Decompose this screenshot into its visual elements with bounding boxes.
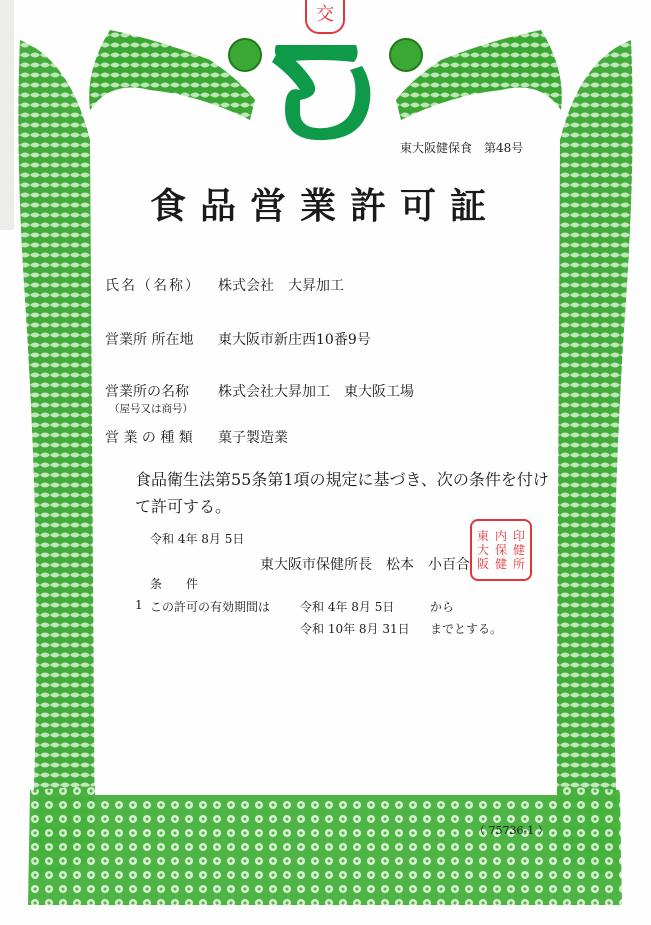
right-phoenix <box>396 30 562 120</box>
valid-to-date: 令和 10年 8月 31日 <box>300 622 410 636</box>
category-value: 菓子製造業 <box>218 430 288 446</box>
category-label: 営 業 の 種 類 <box>105 430 193 446</box>
permit-statement: 食品衛生法第55条第1項の規定に基づき、次の条件を付けて許可する。 <box>135 470 549 516</box>
issuer: 東大阪市保健所長 松本 小百合 <box>260 557 470 573</box>
business-name-label: 営業所の名称 <box>105 384 189 400</box>
right-border-column <box>556 40 633 880</box>
condition-number: 1 <box>135 598 143 612</box>
seal-char: 内 <box>494 529 507 543</box>
name-value: 株式会社 大昇加工 <box>218 278 344 294</box>
left-border-column <box>18 40 95 880</box>
seal-char: 所 <box>512 557 525 571</box>
issue-date: 令和 4年 8月 5日 <box>150 532 245 546</box>
name-label: 氏名（名称） <box>105 278 201 294</box>
seal-char: 健 <box>494 557 507 571</box>
valid-to-suffix: までとする。 <box>430 622 503 636</box>
conditions-heading: 条 件 <box>150 577 199 591</box>
business-name-note: （屋号又は商号） <box>109 403 193 415</box>
business-name-value: 株式会社大昇加工 東大阪工場 <box>218 384 414 400</box>
location-value: 東大阪市新庄西10番9号 <box>218 332 371 348</box>
seal-char: 健 <box>512 543 525 557</box>
seal-char: 東 <box>476 529 489 543</box>
location-label: 営業所 所在地 <box>105 332 194 348</box>
seal-char: 阪 <box>476 557 489 571</box>
seal-char: 印 <box>512 529 525 543</box>
left-phoenix <box>89 30 255 120</box>
condition-text: この許可の有効期間は <box>150 600 271 614</box>
form-number: （ 75736-1 ） <box>474 824 549 837</box>
top-seal: 交 <box>305 0 345 34</box>
reference-number: 東大阪健保食 第48号 <box>400 141 524 155</box>
page-title: 食品営業許可証 <box>150 186 501 227</box>
valid-from-suffix: から <box>430 600 455 614</box>
seal-char: 大 <box>476 543 489 557</box>
official-seal <box>470 519 532 581</box>
valid-from-date: 令和 4年 8月 5日 <box>300 600 395 614</box>
bottom-border-band <box>28 780 622 905</box>
seal-char: 保 <box>494 543 507 557</box>
